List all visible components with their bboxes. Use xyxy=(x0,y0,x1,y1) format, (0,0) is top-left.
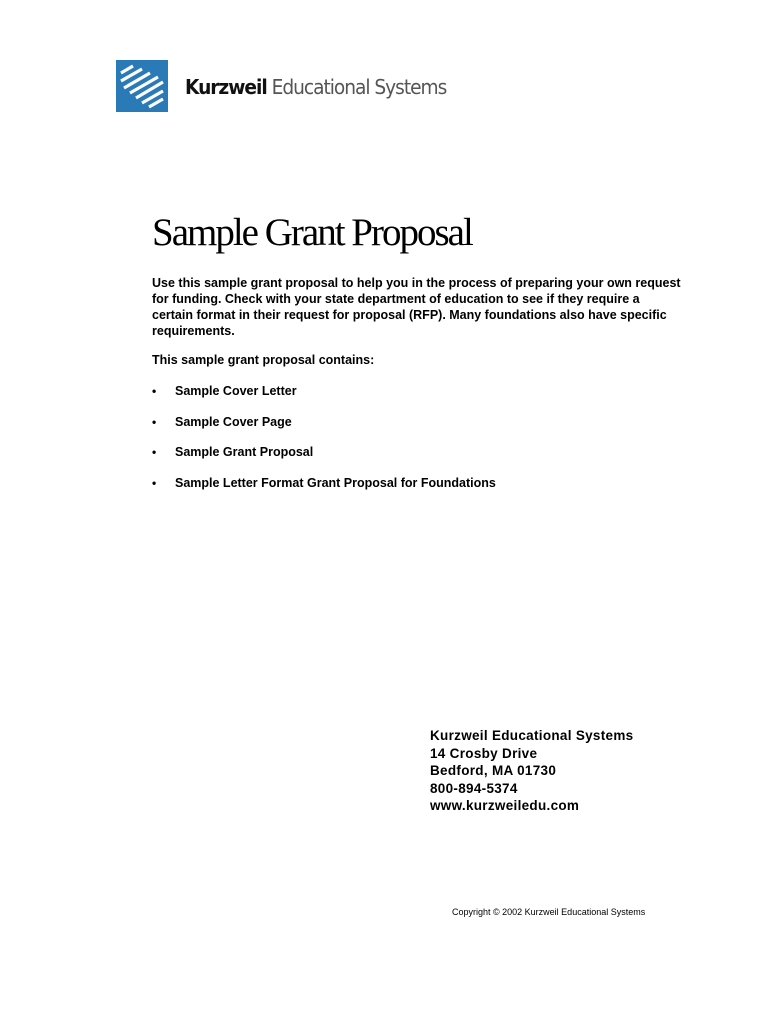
company-address xyxy=(430,727,633,815)
logo-wordmark-light: Educational Systems xyxy=(266,75,447,99)
bullet-icon: • xyxy=(152,475,157,490)
logo-wordmark xyxy=(185,75,446,99)
bullet-icon: • xyxy=(152,414,157,429)
kurzweil-logo-icon xyxy=(116,60,168,112)
list-item-label: Sample Letter Format Grant Proposal for Foundations xyxy=(175,475,496,490)
list-item xyxy=(152,414,496,430)
list-item xyxy=(152,383,496,399)
address-city: Bedford, MA 01730 xyxy=(430,763,557,778)
address-company: Kurzweil Educational Systems xyxy=(430,728,634,743)
list-item-label: Sample Cover Page xyxy=(175,414,292,429)
company-logo xyxy=(116,60,466,112)
address-street: 14 Crosby Drive xyxy=(430,745,538,761)
list-item-label: Sample Grant Proposal xyxy=(175,445,314,459)
intro-paragraph: Use this sample grant proposal to help you in the process of preparing your own request for funding. Check with your state department of education to see if they require a certain format in their request for proposal (RFP). Many foundations also have specific requirements. xyxy=(152,276,681,338)
logo-wordmark-bold: Kurzweil xyxy=(185,75,267,99)
contents-heading: This sample grant proposal contains: xyxy=(152,353,375,367)
bullet-icon: • xyxy=(152,384,157,398)
list-item-label: Sample Cover Letter xyxy=(175,384,297,398)
bullet-icon: • xyxy=(152,445,157,459)
page-title: Sample Grant Proposal xyxy=(152,211,472,254)
copyright-notice: Copyright © 2002 Kurzweil Educational Systems xyxy=(452,907,646,917)
list-item xyxy=(152,475,496,491)
contents-list xyxy=(152,383,496,505)
address-website: www.kurzweiledu.com xyxy=(430,798,580,813)
list-item xyxy=(152,444,496,460)
address-phone: 800-894-5374 xyxy=(430,780,518,796)
